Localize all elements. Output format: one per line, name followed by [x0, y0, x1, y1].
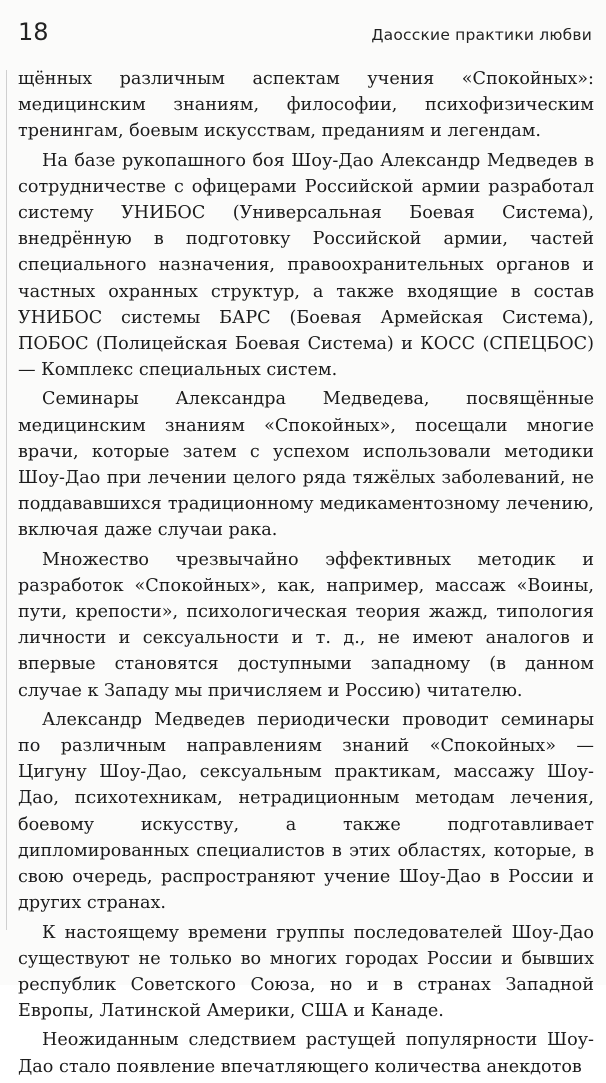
paragraph-1: щённых различным аспектам учения «Спокойных»: медицинским знаниям, философии, психофизическим тренингам, боевым искусствам, преданиям и легендам. [18, 69, 594, 142]
paragraph-6: К настоящему времени группы последователей Шоу-Дао существуют не только во многих городах России и бывших республик Советского Союза, но и в странах Западной Европы, Латинской Америки, США и Канаде. [18, 922, 594, 1022]
page-number: 18 [18, 18, 49, 46]
paragraph-7: Неожиданным следствием растущей популярности Шоу-Дао стало появление впечатляющего количества анекдотов [18, 1030, 594, 1077]
scan-edge-shadow [6, 70, 7, 930]
page-header [18, 18, 592, 58]
running-head: Даосские практики любви [371, 26, 592, 44]
body-text [18, 66, 594, 1083]
paragraph-5: Александр Медведев периодически проводит семинары по различным направлениям знаний «Спокойных» — Цигуну Шоу-Дао, сексуальным практикам, массажу Шоу-Дао, психотехникам, нетрадиционным методам лечения, боевому искусству, а также подготавливает дипломированных специалистов в этих областях, которые, в свою очередь, распространяют учение Шоу-Дао в России и других странах. [18, 709, 594, 914]
paragraph-2: На базе рукопашного боя Шоу-Дао Александр Медведев в сотрудничестве с офицерами Российской армии разработал систему УНИБОС (Универсальная Боевая Система), внедрённую в подготовку Российской армии, частей специального назначения, правоохранительных органов и частных охранных структур, а также входящие в состав УНИБОС системы БАРС (Боевая Армейская Система), ПОБОС (Полицейская Боевая Система) и КОСС (СПЕЦБОС) — Комплекс специальных систем. [18, 150, 594, 381]
paragraph-3: Семинары Александра Медведева, посвящённые медицинским знаниям «Спокойных», посещали многие врачи, которые затем с успехом использовали методики Шоу-Дао при лечении целого ряда тяжёлых заболеваний, не поддававшихся традиционному медикаментозному лечению, включая даже случаи рака. [18, 389, 594, 541]
paragraph-4: Множество чрезвычайно эффективных методик и разработок «Спокойных», как, например, массаж «Воины, пути, крепости», психологическая теория жажд, типология личности и сексуальности и т. д., не имеют аналогов и впервые становятся доступными западному (в данном случае к Западу мы причисляем и Россию) читателю. [18, 549, 594, 701]
